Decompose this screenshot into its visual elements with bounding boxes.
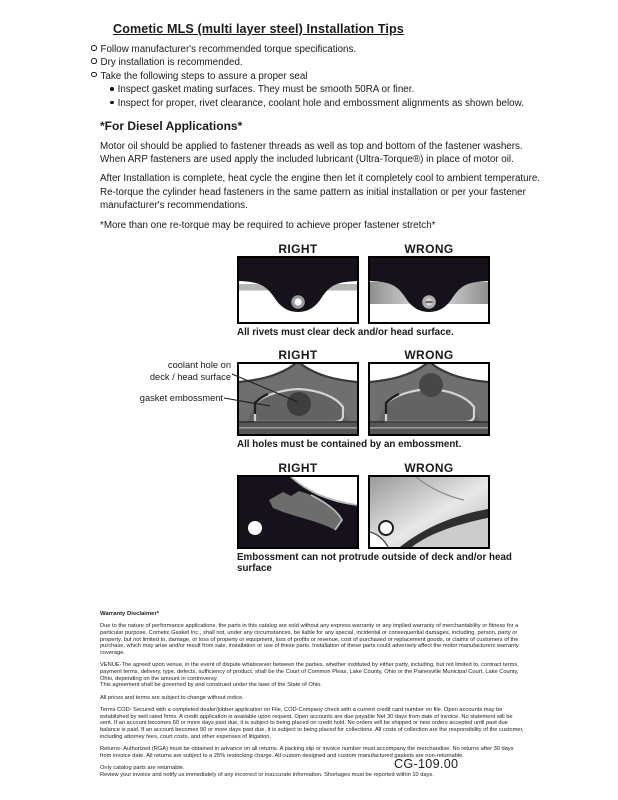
holes-right-drawing <box>239 364 357 434</box>
wrong-label: WRONG <box>404 460 454 475</box>
tip-text: Take the following steps to assure a proper seal <box>100 70 308 82</box>
page-number: CG-109.00 <box>394 757 459 771</box>
embossment-right-drawing <box>239 477 357 547</box>
tip-item <box>91 70 542 83</box>
fineprint-paragraph: All prices and terms are subject to change without notice. <box>100 694 244 701</box>
right-label: RIGHT <box>278 348 318 363</box>
bolt-hole-icon <box>379 521 393 535</box>
fineprint-paragraph: Terms COD- Secured with a completed dealer/jobber application on File, COD-Company check with a current credit card number on file. Open accounts may be established by well rated firms. A credit application is available upon request. Open accounts are due payable Net 30 days from date of invoice. No statement will be sent. If an account becomes 60 or more days past due, it is subject to being placed on credit hold. No orders will be shipped or new orders accepted until past due balance is paid. If an account becomes 90 or more days past due, it is subject to being placed for collections. All costs of collection are the responsibility of the customer, including attorney fees, court costs, and other expenses of litigation. <box>100 707 524 740</box>
bolt-hole-icon <box>248 521 262 535</box>
rivet-wrong-illustration <box>368 256 490 324</box>
holes-wrong-illustration <box>368 362 490 436</box>
gasket-embossment-annotation: gasket embossment <box>139 393 223 404</box>
holes-caption: All holes must be contained by an embossment. <box>237 439 462 451</box>
fineprint-paragraph: Review your invoice and notify us immediately of any incorrect or inaccurate information. Shortages must be reported within 10 days. <box>100 772 434 779</box>
tip-text: Inspect gasket mating surfaces. They must be smooth 50RA or finer. <box>117 84 415 96</box>
embossment-wrong-drawing <box>370 477 488 547</box>
diesel-paragraph: Motor oil should be applied to fastener threads as well as top and bottom of the fastener washers. When ARP fasteners are used apply the included lubricant (Ultra-Torque®) in place of motor oil. <box>100 140 523 165</box>
coolant-hole-icon <box>419 373 443 397</box>
embossment-wrong-illustration <box>368 475 490 549</box>
diesel-paragraph: *More than one re-torque may be required to achieve proper fastener stretch* <box>100 219 436 231</box>
rivet-wrong-drawing <box>370 258 488 322</box>
fineprint-paragraph: Due to the nature of performance applications, the parts in this catalog are sold without any express warranty or any implied warranty of merchantability or fitness for a particular purpose. Cometic Gasket Inc., shall not, under any circumstances, be liable for any special, incidental or consequential damages, including, person, party or property, but not limited to, damage, or loss of property or equipment, loss of profits or revenue, cost of purchased or replacement goods, or claims of customers of the purchase, which may arise and/or result from sale, installation or use of these parts. Installation of these parts could adversely affect the motor manufacturers warranty coverage. <box>100 623 519 656</box>
diagram-labels <box>237 348 542 362</box>
diagram-embossment <box>100 461 542 575</box>
diagram-rivets <box>100 242 542 339</box>
fineprint-paragraph: VENUE-The agreed upon venue, in the event of dispute whatsoever between the parties, whether instituted by either party, including, but not limited to, contract terms, payment terms, delivery, type, defects, sufficiency of product, shall be the Court of Common Pleas, Lake County, Ohio or the Painesville Municipal Court, Lake County, Ohio, depending on the amount in controversy. <box>100 662 519 682</box>
diagram-panels <box>237 256 542 324</box>
legal-fine-print <box>100 611 524 779</box>
diesel-heading: *For Diesel Applications* <box>100 119 243 134</box>
coolant-hole-icon <box>287 392 311 416</box>
rivet-right-illustration <box>237 256 359 324</box>
embossment-caption: Embossment can not protrude outside of deck and/or head surface <box>237 551 512 575</box>
holes-right-illustration <box>237 362 359 436</box>
warranty-disclaimer-heading: Warranty Disclaimer* <box>100 610 160 617</box>
tip-text: Inspect for proper, rivet clearance, coolant hole and embossment alignments as shown below. <box>117 97 524 109</box>
annotation-line: coolant hole on <box>167 360 231 371</box>
tip-text: Follow manufacturer's recommended torque specifications. <box>100 44 357 55</box>
right-label: RIGHT <box>278 241 318 256</box>
diagram-panels <box>237 475 542 549</box>
diagram-labels <box>237 242 542 256</box>
wrong-label: WRONG <box>404 348 454 363</box>
fineprint-paragraph: Returns- Authorized (RGA) must be obtained in advance on all returns. A packing slip or invoice number must accompany the merchandise. No returns after 30 days from invoice date. All returns are subject to a 25% restocking charge. All custom designed and custom manufactured gaskets are non-returnable. <box>100 746 514 759</box>
fineprint-paragraph: Only catalog parts are returnable. <box>100 765 185 772</box>
tip-item <box>91 56 542 69</box>
page-title: Cometic MLS (multi layer steel) Installation Tips <box>113 22 404 36</box>
tip-sub-item <box>91 83 542 96</box>
tip-text: Dry installation is recommended. <box>100 57 243 69</box>
tip-item <box>91 43 542 56</box>
embossment-right-illustration <box>237 475 359 549</box>
diesel-paragraph: After Installation is complete, heat cycle the engine then let it completely cool to ambient temperature. Re-torque the cylinder head fasteners in the same pattern as initial installation or per your fastener manufacturer's recommendations. <box>100 173 541 211</box>
tips-list <box>91 43 542 110</box>
wrong-label: WRONG <box>404 241 454 256</box>
diagram-labels <box>237 461 542 475</box>
fineprint-paragraph: This agreement shall be governed by and construed under the laws of the State of Ohio. <box>100 682 322 689</box>
right-label: RIGHT <box>278 460 318 475</box>
rivets-caption: All rivets must clear deck and/or head surface. <box>237 326 454 338</box>
annotation-line: deck / head surface <box>149 371 231 382</box>
rivet-right-drawing <box>239 258 357 322</box>
holes-wrong-drawing <box>370 364 488 434</box>
coolant-hole-annotation <box>100 360 231 383</box>
tip-sub-item <box>91 97 542 110</box>
diagram-panels <box>237 362 542 436</box>
diagram-holes <box>100 348 542 451</box>
